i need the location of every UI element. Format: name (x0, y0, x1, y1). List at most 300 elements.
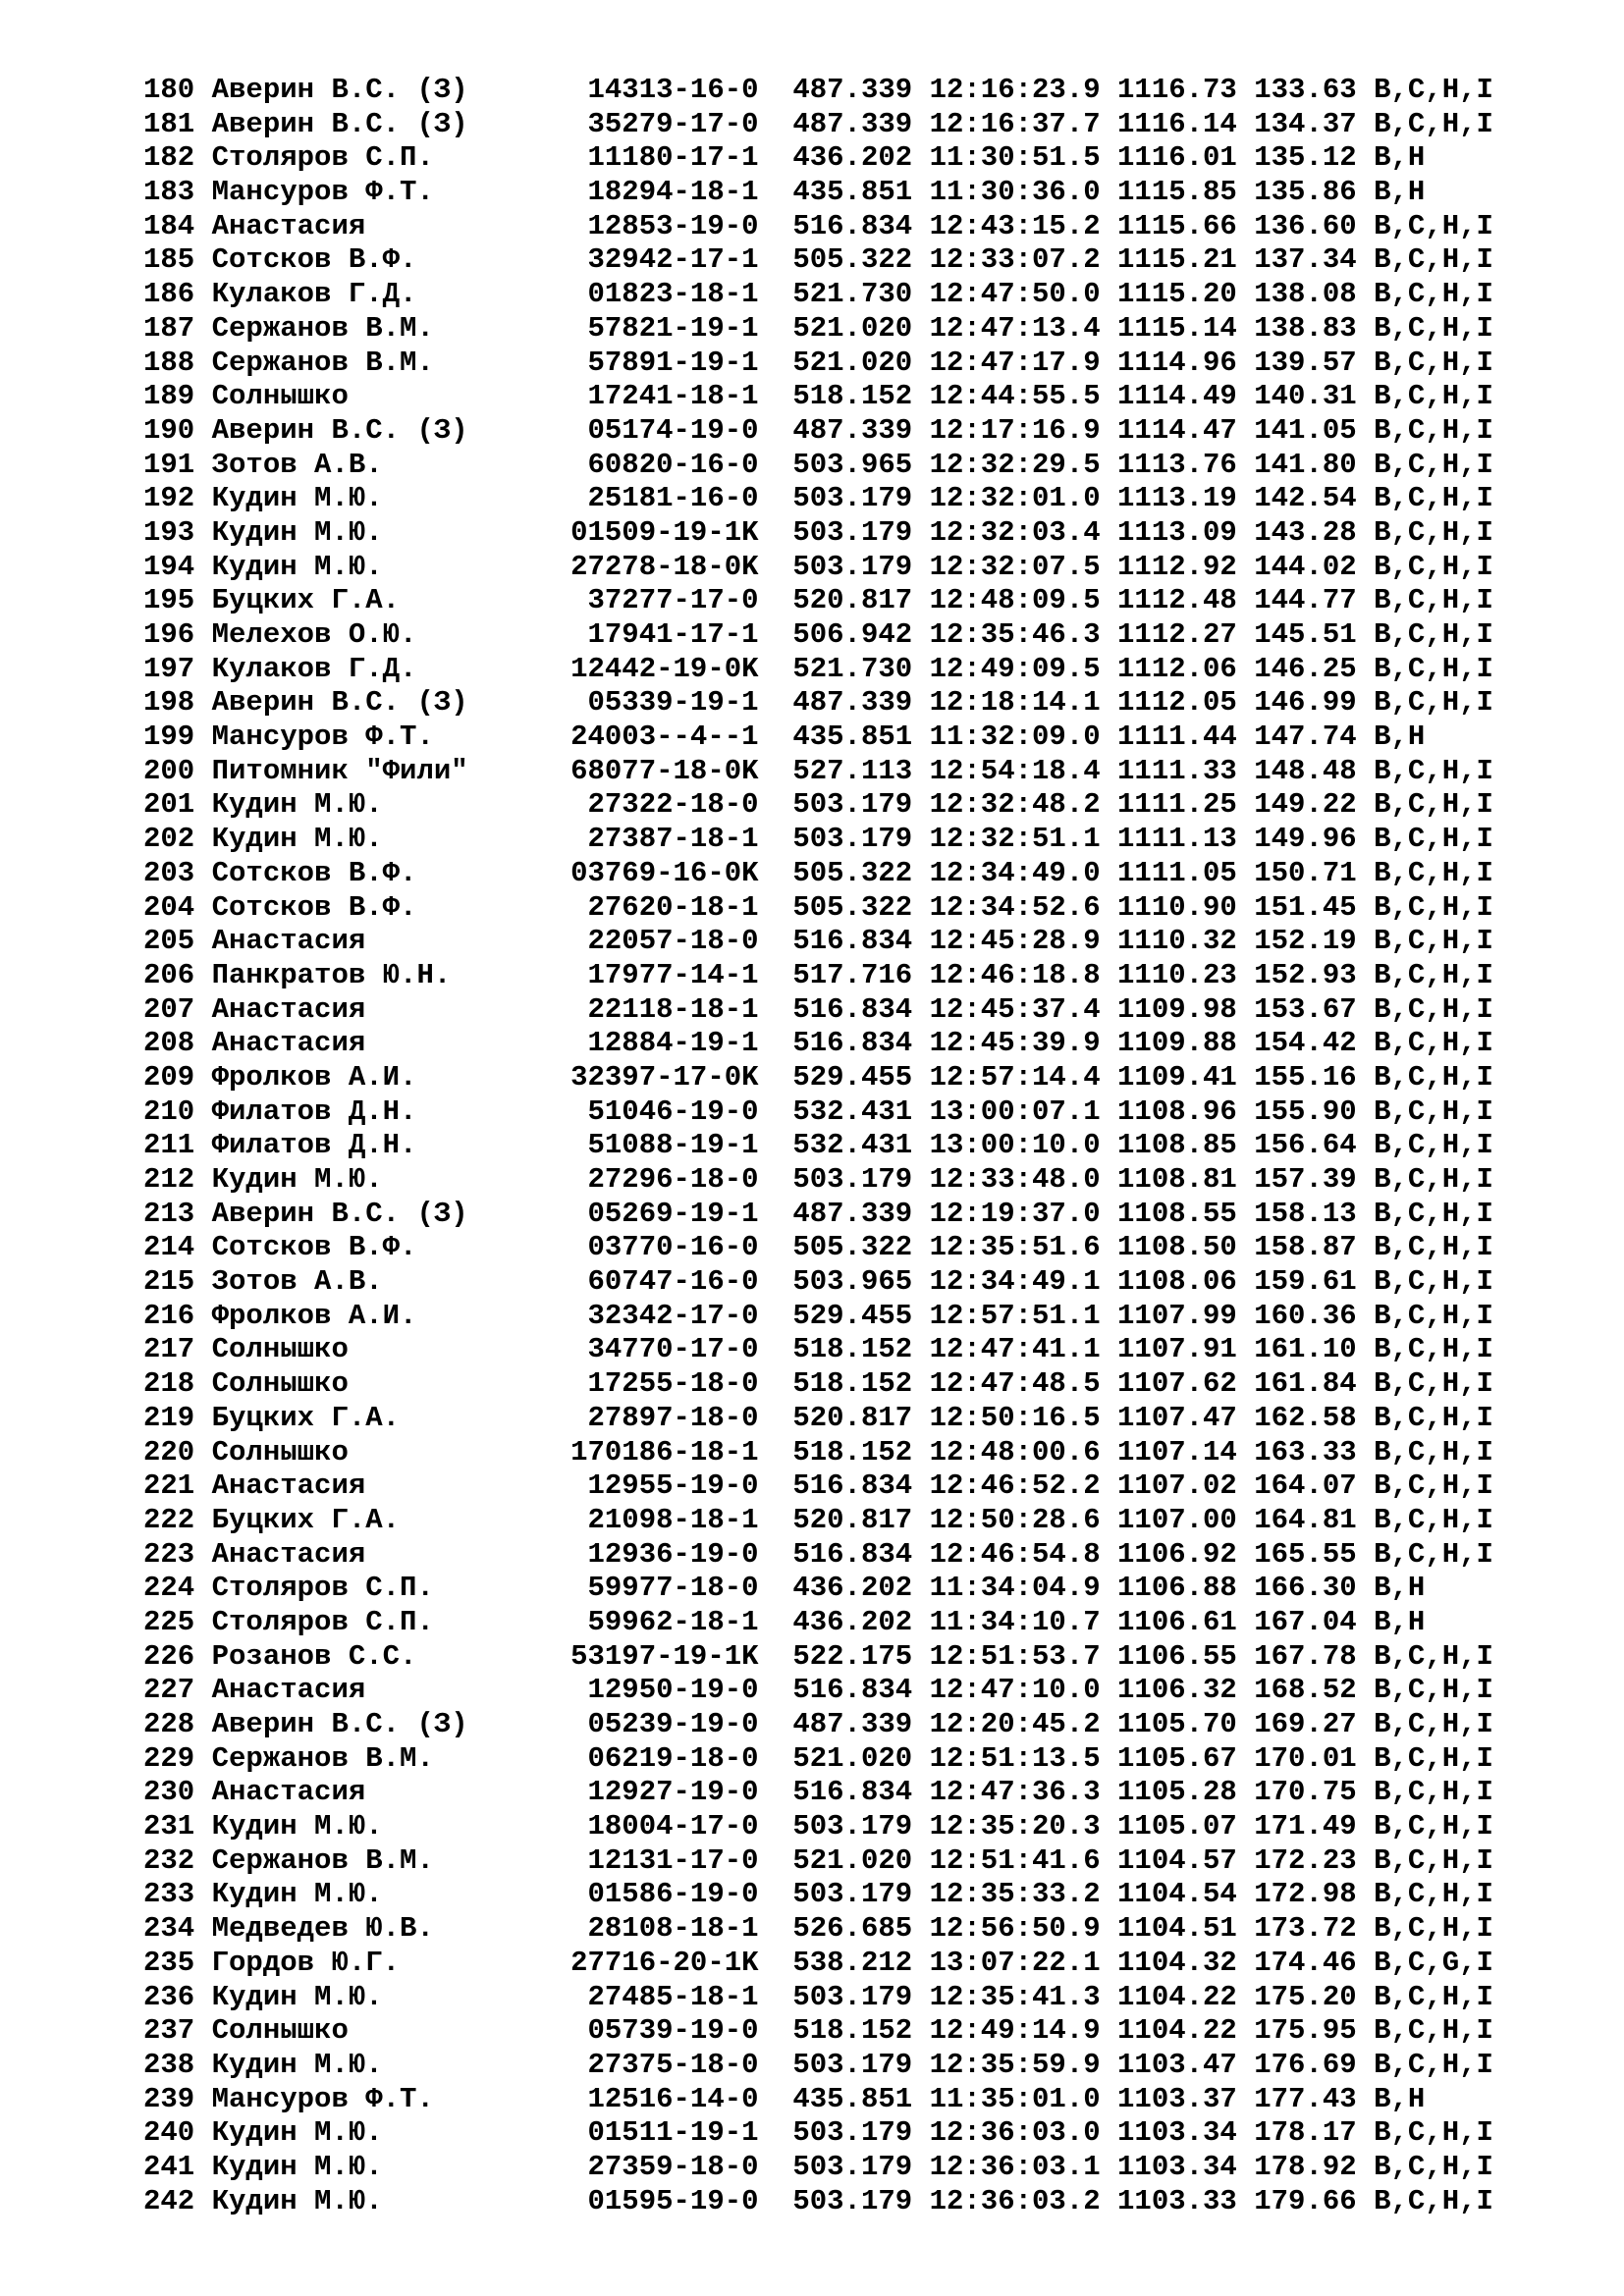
categories: B,C,H,I (1374, 482, 1493, 515)
coefficient: 134.37 (1254, 107, 1375, 140)
fancier-name: Солнышко (211, 1367, 571, 1401)
categories: B,C,H,I (1374, 311, 1493, 345)
coefficient: 179.66 (1254, 2184, 1375, 2217)
place-number: 203 (143, 856, 212, 889)
result-row (143, 74, 1493, 108)
coefficient: 168.52 (1254, 1674, 1375, 1707)
distance: 503.965 (792, 1265, 930, 1299)
categories: B,C,H,I (1374, 1197, 1493, 1230)
ring-number: 57821-19-1 (570, 311, 793, 345)
arrival-time: 12:43:15.2 (929, 209, 1118, 242)
ring-number: 57891-19-1 (570, 346, 793, 379)
ring-number: 11180-17-1 (570, 141, 793, 175)
arrival-time: 12:34:49.1 (929, 1265, 1118, 1299)
categories: B,H (1374, 176, 1426, 209)
place-number: 240 (143, 2116, 212, 2150)
arrival-time: 12:47:10.0 (929, 1674, 1118, 1707)
speed: 1107.02 (1117, 1469, 1255, 1503)
categories: B,C,H,I (1374, 1231, 1493, 1264)
result-row (143, 1742, 1493, 1777)
coefficient: 141.05 (1254, 413, 1375, 447)
speed: 1113.19 (1117, 482, 1255, 515)
categories: B,C,H,I (1374, 1503, 1493, 1536)
coefficient: 149.96 (1254, 823, 1375, 856)
fancier-name: Сержанов В.М. (211, 1741, 571, 1775)
distance: 518.152 (792, 380, 930, 413)
result-row (143, 449, 1493, 483)
categories: B,C,H,I (1374, 1741, 1493, 1775)
results-list (143, 74, 1493, 2218)
ring-number: 34770-17-0 (570, 1333, 793, 1366)
arrival-time: 12:48:00.6 (929, 1435, 1118, 1468)
arrival-time: 12:45:39.9 (929, 1027, 1118, 1060)
categories: B,C,H,I (1374, 1810, 1493, 1843)
arrival-time: 13:00:10.0 (929, 1129, 1118, 1162)
arrival-time: 12:35:46.3 (929, 618, 1118, 651)
coefficient: 164.07 (1254, 1469, 1375, 1503)
distance: 503.179 (792, 482, 930, 515)
result-row (143, 686, 1493, 721)
fancier-name: Буцких Г.А. (211, 584, 571, 617)
categories: B,C,H,I (1374, 686, 1493, 720)
arrival-time: 11:32:09.0 (929, 721, 1118, 754)
ring-number: 17941-17-1 (570, 618, 793, 651)
place-number: 231 (143, 1810, 212, 1843)
categories: B,C,H,I (1374, 1060, 1493, 1094)
fancier-name: Филатов Д.Н. (211, 1095, 571, 1128)
fancier-name: Буцких Г.А. (211, 1503, 571, 1536)
speed: 1104.32 (1117, 1946, 1255, 1979)
speed: 1106.32 (1117, 1674, 1255, 1707)
ring-number: 05269-19-1 (570, 1197, 793, 1230)
speed: 1106.88 (1117, 1572, 1255, 1605)
coefficient: 164.81 (1254, 1503, 1375, 1536)
ring-number: 18294-18-1 (570, 176, 793, 209)
categories: B,C,H,I (1374, 584, 1493, 617)
arrival-time: 12:17:16.9 (929, 413, 1118, 447)
distance: 516.834 (792, 1776, 930, 1809)
result-row (143, 210, 1493, 244)
distance: 517.716 (792, 958, 930, 991)
fancier-name: Сержанов В.М. (211, 1843, 571, 1877)
result-row (143, 482, 1493, 516)
arrival-time: 11:34:04.9 (929, 1572, 1118, 1605)
place-number: 238 (143, 2048, 212, 2081)
ring-number: 12131-17-0 (570, 1843, 793, 1877)
fancier-name: Мелехов О.Ю. (211, 618, 571, 651)
coefficient: 167.78 (1254, 1639, 1375, 1673)
result-row (143, 2049, 1493, 2083)
result-row (143, 1265, 1493, 1300)
arrival-time: 12:57:51.1 (929, 1299, 1118, 1332)
coefficient: 140.31 (1254, 380, 1375, 413)
distance: 435.851 (792, 176, 930, 209)
distance: 518.152 (792, 1333, 930, 1366)
arrival-time: 12:32:48.2 (929, 788, 1118, 822)
ring-number: 03769-16-0K (570, 856, 793, 889)
arrival-time: 12:36:03.1 (929, 2150, 1118, 2183)
distance: 503.179 (792, 2116, 930, 2150)
place-number: 195 (143, 584, 212, 617)
distance: 503.179 (792, 1878, 930, 1911)
distance: 436.202 (792, 141, 930, 175)
distance: 516.834 (792, 1469, 930, 1503)
arrival-time: 12:51:13.5 (929, 1741, 1118, 1775)
coefficient: 165.55 (1254, 1537, 1375, 1571)
distance: 529.455 (792, 1299, 930, 1332)
categories: B,C,H,I (1374, 107, 1493, 140)
result-row (143, 1027, 1493, 1061)
ring-number: 14313-16-0 (570, 74, 793, 106)
categories: B,C,H,I (1374, 278, 1493, 311)
coefficient: 161.84 (1254, 1367, 1375, 1401)
distance: 503.179 (792, 1810, 930, 1843)
fancier-name: Сотсков В.Ф. (211, 1231, 571, 1264)
result-row (143, 584, 1493, 618)
distance: 487.339 (792, 1708, 930, 1740)
arrival-time: 12:50:28.6 (929, 1503, 1118, 1536)
result-row (143, 2014, 1493, 2049)
speed: 1115.14 (1117, 311, 1255, 345)
fancier-name: Сержанов В.М. (211, 311, 571, 345)
categories: B,H (1374, 1605, 1426, 1638)
arrival-time: 12:46:18.8 (929, 958, 1118, 991)
speed: 1105.28 (1117, 1776, 1255, 1809)
result-row (143, 1674, 1493, 1708)
distance: 516.834 (792, 209, 930, 242)
arrival-time: 12:35:59.9 (929, 2048, 1118, 2081)
fancier-name: Аверин В.С. (З) (211, 413, 571, 447)
distance: 520.817 (792, 1401, 930, 1434)
fancier-name: Кудин М.Ю. (211, 515, 571, 549)
result-row (143, 1367, 1493, 1402)
fancier-name: Кудин М.Ю. (211, 823, 571, 856)
place-number: 204 (143, 890, 212, 924)
arrival-time: 12:47:48.5 (929, 1367, 1118, 1401)
distance: 503.965 (792, 448, 930, 481)
place-number: 206 (143, 958, 212, 991)
fancier-name: Солнышко (211, 1435, 571, 1468)
categories: B,C,H,I (1374, 1435, 1493, 1468)
fancier-name: Фролков А.И. (211, 1060, 571, 1094)
place-number: 192 (143, 482, 212, 515)
result-row (143, 1436, 1493, 1470)
distance: 521.020 (792, 311, 930, 345)
ring-number: 37277-17-0 (570, 584, 793, 617)
categories: B,C,H,I (1374, 890, 1493, 924)
arrival-time: 12:57:14.4 (929, 1060, 1118, 1094)
place-number: 220 (143, 1435, 212, 1468)
place-number: 226 (143, 1639, 212, 1673)
speed: 1103.37 (1117, 2082, 1255, 2115)
coefficient: 152.93 (1254, 958, 1375, 991)
ring-number: 05339-19-1 (570, 686, 793, 720)
categories: B,C,H,I (1374, 1265, 1493, 1299)
result-row (143, 551, 1493, 585)
speed: 1115.66 (1117, 209, 1255, 242)
speed: 1107.99 (1117, 1299, 1255, 1332)
fancier-name: Кудин М.Ю. (211, 1980, 571, 2013)
place-number: 180 (143, 74, 212, 106)
coefficient: 162.58 (1254, 1401, 1375, 1434)
categories: B,C,H,I (1374, 1639, 1493, 1673)
place-number: 196 (143, 618, 212, 651)
arrival-time: 12:47:50.0 (929, 278, 1118, 311)
fancier-name: Анастасия (211, 1776, 571, 1809)
speed: 1108.06 (1117, 1265, 1255, 1299)
categories: B,C,H,I (1374, 958, 1493, 991)
result-row (143, 1402, 1493, 1436)
speed: 1105.67 (1117, 1741, 1255, 1775)
fancier-name: Мансуров Ф.Т. (211, 176, 571, 209)
fancier-name: Буцких Г.А. (211, 1401, 571, 1434)
distance: 529.455 (792, 1060, 930, 1094)
ring-number: 22057-18-0 (570, 925, 793, 958)
result-row (143, 721, 1493, 755)
fancier-name: Сотсков В.Ф. (211, 890, 571, 924)
speed: 1108.50 (1117, 1231, 1255, 1264)
place-number: 181 (143, 107, 212, 140)
categories: B,C,H,I (1374, 346, 1493, 379)
categories: B,C,H,I (1374, 448, 1493, 481)
place-number: 223 (143, 1537, 212, 1571)
arrival-time: 12:18:14.1 (929, 686, 1118, 720)
ring-number: 24003--4--1 (570, 721, 793, 754)
distance: 521.020 (792, 1843, 930, 1877)
fancier-name: Кулаков Г.Д. (211, 652, 571, 685)
categories: B,C,H,I (1374, 1878, 1493, 1911)
place-number: 241 (143, 2150, 212, 2183)
place-number: 193 (143, 515, 212, 549)
result-row (143, 788, 1493, 823)
speed: 1103.47 (1117, 2048, 1255, 2081)
coefficient: 141.80 (1254, 448, 1375, 481)
ring-number: 32942-17-1 (570, 243, 793, 277)
arrival-time: 12:35:51.6 (929, 1231, 1118, 1264)
place-number: 225 (143, 1605, 212, 1638)
coefficient: 151.45 (1254, 890, 1375, 924)
speed: 1107.14 (1117, 1435, 1255, 1468)
categories: B,C,H,I (1374, 823, 1493, 856)
speed: 1107.00 (1117, 1503, 1255, 1536)
speed: 1108.55 (1117, 1197, 1255, 1230)
result-row (143, 2083, 1493, 2117)
place-number: 210 (143, 1095, 212, 1128)
ring-number: 17977-14-1 (570, 958, 793, 991)
place-number: 205 (143, 925, 212, 958)
ring-number: 27485-18-1 (570, 1980, 793, 2013)
result-row (143, 414, 1493, 449)
fancier-name: Медведев Ю.В. (211, 1912, 571, 1946)
arrival-time: 12:32:51.1 (929, 823, 1118, 856)
categories: B,C,H,I (1374, 1129, 1493, 1162)
place-number: 219 (143, 1401, 212, 1434)
coefficient: 174.46 (1254, 1946, 1375, 1979)
distance: 487.339 (792, 413, 930, 447)
ring-number: 27620-18-1 (570, 890, 793, 924)
fancier-name: Солнышко (211, 1333, 571, 1366)
fancier-name: Аверин В.С. (З) (211, 74, 571, 106)
place-number: 237 (143, 2014, 212, 2048)
coefficient: 135.86 (1254, 176, 1375, 209)
speed: 1111.05 (1117, 856, 1255, 889)
speed: 1113.76 (1117, 448, 1255, 481)
place-number: 213 (143, 1197, 212, 1230)
distance: 505.322 (792, 890, 930, 924)
place-number: 209 (143, 1060, 212, 1094)
coefficient: 158.13 (1254, 1197, 1375, 1230)
coefficient: 178.17 (1254, 2116, 1375, 2150)
distance: 527.113 (792, 754, 930, 787)
fancier-name: Анастасия (211, 1027, 571, 1060)
speed: 1111.25 (1117, 788, 1255, 822)
categories: B,C,H,I (1374, 1708, 1493, 1740)
coefficient: 137.34 (1254, 243, 1375, 277)
arrival-time: 12:33:07.2 (929, 243, 1118, 277)
coefficient: 136.60 (1254, 209, 1375, 242)
distance: 520.817 (792, 1503, 930, 1536)
ring-number: 12884-19-1 (570, 1027, 793, 1060)
ring-number: 28108-18-1 (570, 1912, 793, 1946)
distance: 436.202 (792, 1572, 930, 1605)
ring-number: 06219-18-0 (570, 1741, 793, 1775)
ring-number: 27375-18-0 (570, 2048, 793, 2081)
arrival-time: 12:47:41.1 (929, 1333, 1118, 1366)
arrival-time: 12:34:49.0 (929, 856, 1118, 889)
speed: 1104.54 (1117, 1878, 1255, 1911)
place-number: 230 (143, 1776, 212, 1809)
result-row (143, 1810, 1493, 1844)
categories: B,C,H,I (1374, 1980, 1493, 2013)
speed: 1116.73 (1117, 74, 1255, 106)
distance: 503.179 (792, 2048, 930, 2081)
speed: 1114.47 (1117, 413, 1255, 447)
coefficient: 171.49 (1254, 1810, 1375, 1843)
coefficient: 145.51 (1254, 618, 1375, 651)
fancier-name: Аверин В.С. (З) (211, 1197, 571, 1230)
speed: 1104.51 (1117, 1912, 1255, 1946)
fancier-name: Аверин В.С. (З) (211, 107, 571, 140)
coefficient: 142.54 (1254, 482, 1375, 515)
arrival-time: 12:51:41.6 (929, 1843, 1118, 1877)
distance: 516.834 (792, 992, 930, 1026)
ring-number: 12950-19-0 (570, 1674, 793, 1707)
ring-number: 51046-19-0 (570, 1095, 793, 1128)
ring-number: 17255-18-0 (570, 1367, 793, 1401)
categories: B,C,H,I (1374, 1912, 1493, 1946)
result-row (143, 959, 1493, 993)
arrival-time: 12:32:07.5 (929, 550, 1118, 583)
place-number: 232 (143, 1843, 212, 1877)
arrival-time: 12:32:03.4 (929, 515, 1118, 549)
coefficient: 172.98 (1254, 1878, 1375, 1911)
place-number: 212 (143, 1163, 212, 1196)
speed: 1116.01 (1117, 141, 1255, 175)
speed: 1112.06 (1117, 652, 1255, 685)
coefficient: 143.28 (1254, 515, 1375, 549)
result-row (143, 1095, 1493, 1130)
coefficient: 155.16 (1254, 1060, 1375, 1094)
speed: 1112.27 (1117, 618, 1255, 651)
categories: B,C,H,I (1374, 856, 1493, 889)
fancier-name: Кудин М.Ю. (211, 550, 571, 583)
speed: 1106.92 (1117, 1537, 1255, 1571)
speed: 1113.09 (1117, 515, 1255, 549)
arrival-time: 13:00:07.1 (929, 1095, 1118, 1128)
result-row (143, 1776, 1493, 1810)
fancier-name: Филатов Д.Н. (211, 1129, 571, 1162)
place-number: 235 (143, 1946, 212, 1979)
ring-number: 32342-17-0 (570, 1299, 793, 1332)
result-row (143, 1538, 1493, 1573)
distance: 522.175 (792, 1639, 930, 1673)
distance: 521.730 (792, 278, 930, 311)
ring-number: 12927-19-0 (570, 1776, 793, 1809)
arrival-time: 12:45:37.4 (929, 992, 1118, 1026)
place-number: 216 (143, 1299, 212, 1332)
arrival-time: 12:35:20.3 (929, 1810, 1118, 1843)
coefficient: 156.64 (1254, 1129, 1375, 1162)
speed: 1103.33 (1117, 2184, 1255, 2217)
arrival-time: 12:50:16.5 (929, 1401, 1118, 1434)
speed: 1114.96 (1117, 346, 1255, 379)
result-row (143, 755, 1493, 789)
distance: 518.152 (792, 2014, 930, 2048)
result-row (143, 1163, 1493, 1198)
speed: 1108.96 (1117, 1095, 1255, 1128)
place-number: 215 (143, 1265, 212, 1299)
categories: B,C,H,I (1374, 2048, 1493, 2081)
coefficient: 146.99 (1254, 686, 1375, 720)
categories: B,C,H,I (1374, 2014, 1493, 2048)
result-row (143, 857, 1493, 891)
distance: 435.851 (792, 2082, 930, 2115)
result-row (143, 993, 1493, 1028)
place-number: 197 (143, 652, 212, 685)
fancier-name: Анастасия (211, 925, 571, 958)
result-row (143, 516, 1493, 551)
speed: 1109.41 (1117, 1060, 1255, 1094)
distance: 435.851 (792, 721, 930, 754)
coefficient: 155.90 (1254, 1095, 1375, 1128)
arrival-time: 12:32:01.0 (929, 482, 1118, 515)
coefficient: 175.20 (1254, 1980, 1375, 2013)
speed: 1115.20 (1117, 278, 1255, 311)
result-row (143, 653, 1493, 687)
ring-number: 01511-19-1 (570, 2116, 793, 2150)
arrival-time: 12:36:03.2 (929, 2184, 1118, 2217)
ring-number: 03770-16-0 (570, 1231, 793, 1264)
place-number: 234 (143, 1912, 212, 1946)
distance: 503.179 (792, 823, 930, 856)
result-row (143, 1469, 1493, 1504)
result-row (143, 108, 1493, 142)
coefficient: 161.10 (1254, 1333, 1375, 1366)
place-number: 188 (143, 346, 212, 379)
arrival-time: 12:35:41.3 (929, 1980, 1118, 2013)
arrival-time: 12:48:09.5 (929, 584, 1118, 617)
categories: B,C,H,I (1374, 1843, 1493, 1877)
distance: 505.322 (792, 856, 930, 889)
result-row (143, 823, 1493, 857)
fancier-name: Кудин М.Ю. (211, 1810, 571, 1843)
coefficient: 176.69 (1254, 2048, 1375, 2081)
ring-number: 59977-18-0 (570, 1572, 793, 1605)
place-number: 184 (143, 209, 212, 242)
distance: 506.942 (792, 618, 930, 651)
arrival-time: 12:47:17.9 (929, 346, 1118, 379)
speed: 1108.85 (1117, 1129, 1255, 1162)
